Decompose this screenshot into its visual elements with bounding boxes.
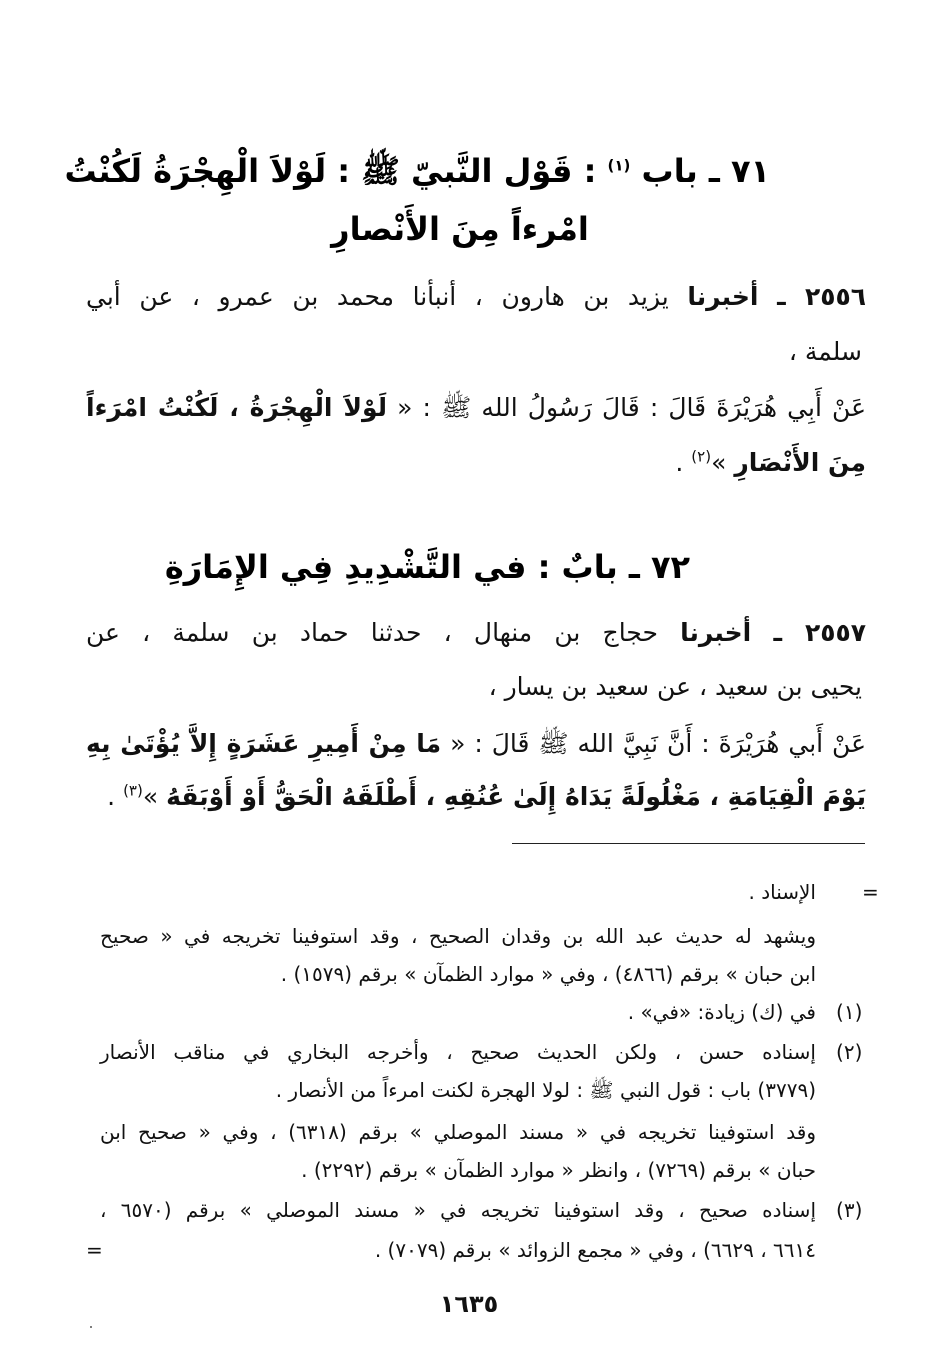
footnote-2-line1: إسناده حسن ، ولكن الحديث صحيح ، وأخرجه البخاري في مناقب الأنصار: [100, 1040, 816, 1064]
footnote-3-line1: إسناده صحيح ، وقد استوفينا تخريجه في « مسند الموصلي » برقم (٦٥٧٠ ،: [100, 1198, 816, 1222]
hadith-2556-period: .: [675, 448, 684, 477]
footnote-continuation-marker: =: [862, 880, 879, 904]
chapter-71-number: ٧١ ـ باب: [641, 152, 770, 190]
scan-speck: [90, 1326, 92, 1328]
hadith-2557-isnad-text: حجاج بن منهال ، حدثنا حماد بن سلمة ، عن: [86, 618, 658, 647]
hadith-2556-footnote-ref: (٢): [691, 447, 712, 466]
chapter-71-footnote-ref: (١): [607, 156, 631, 175]
footnote-1-line1: في (ك) زيادة: «في» .: [627, 1000, 816, 1024]
footnote-separator: [512, 843, 865, 844]
footnote-2-line3: وقد استوفينا تخريجه في « مسند الموصلي » برقم (٦٣١٨) ، وفي « صحيح ابن: [100, 1120, 816, 1144]
hadith-2556-number: ٢٥٥٦ ـ: [777, 282, 866, 311]
hadith-2556-isnad-line2: سلمة ،: [788, 337, 862, 366]
hadith-2556-matn-intro: عَنْ أَبِي هُرَيْرَةَ قَالَ : قَالَ رَسُولُ الله ﷺ : «: [397, 393, 866, 422]
footnote-2-marker: (٢): [836, 1040, 863, 1064]
hadith-2556-isnad-line1: [86, 282, 866, 311]
hadith-2556-isnad-text: يزيد بن هارون ، أنبأنا محمد بن عمرو ، عن أبي: [86, 282, 669, 311]
hadith-2557-isnad-line1: [86, 618, 866, 647]
hadith-2557-matn-intro: عَنْ أَبي هُرَيْرَةَ : أَنَّ نَبِيَّ الله ﷺ قَالَ : «: [450, 729, 867, 758]
hadith-2557-footnote-ref: (٣): [123, 781, 143, 800]
footnote-next-page-marker: =: [86, 1238, 103, 1262]
footnote-continuation-line2: ويشهد له حديث عبد الله بن وقدان الصحيح ، وقد استوفينا تخريجه في « صحيح: [100, 924, 816, 948]
chapter-72-heading: ٧٢ ـ بابٌ : في التَّشْدِيدِ فِي الإِمَارَةِ: [164, 548, 690, 586]
footnote-2-line4: حبان » برقم (٧٢٦٩) ، وانظر « موارد الظمآن » برقم (٢٢٩٢) .: [301, 1158, 816, 1182]
footnote-3-marker: (٣): [836, 1198, 863, 1222]
page-number: ١٦٣٥: [439, 1290, 499, 1318]
hadith-2557-quote-close: »: [142, 782, 159, 811]
hadith-2556-matn-line1: [86, 392, 866, 429]
footnote-2-line2: (٣٧٧٩) باب : قول النبي ﷺ : لولا الهجرة لكنت امرءاً من الأنصار .: [275, 1078, 816, 1102]
footnote-continuation-line1: الإسناد .: [748, 880, 816, 904]
hadith-2556-narration-verb: أخبرنا: [687, 282, 759, 311]
hadith-2557-matn-quote-part1: مَا مِنْ أَمِيرِ عَشَرَةٍ إِلاَّ يُؤْتَىٰ بِهِ: [86, 729, 442, 758]
hadith-2557-isnad-line2: يحيى بن سعيد ، عن سعيد بن يسار ،: [488, 672, 862, 701]
footnote-1-marker: (١): [836, 1000, 863, 1024]
chapter-71-heading-line1: [64, 152, 770, 198]
hadith-2557-matn-quote-part2: يَوْمَ الْقِيَامَةِ ، مَغْلُولَةً يَدَاهُ إِلَىٰ عُنُقِهِ ، أَطْلَقَهُ الْحَقُّ أَوْ أَوْبَقَهُ: [166, 782, 866, 811]
hadith-2557-period: .: [107, 782, 116, 811]
footnote-3-line2: ٦٦١٤ ، ٦٦٢٩) ، وفي « مجمع الزوائد » برقم (٧٠٧٩) .: [374, 1238, 816, 1262]
hadith-2557-matn-line1: [86, 728, 866, 765]
footnote-continuation-line3: ابن حبان » برقم (٤٨٦٦) ، وفي « موارد الظمآن » برقم (١٥٧٩) .: [280, 962, 816, 986]
hadith-2557-number: ٢٥٥٧ ـ: [773, 618, 866, 647]
hadith-2557-matn-line2: [86, 782, 866, 811]
hadith-2556-matn-line2: [86, 448, 866, 477]
hadith-2556-quote-close: »: [711, 448, 727, 477]
hadith-2557-narration-verb: أخبرنا: [680, 618, 752, 647]
chapter-71-heading-line2: امْرءاً مِنَ الأَنْصارِ: [331, 210, 589, 248]
hadith-2556-matn-quote-part2: مِنَ الأَنْصَارِ: [734, 448, 866, 477]
hadith-2556-matn-quote-part1: لَوْلاَ الْهِجْرَةُ ، لَكُنْتُ امْرَءاً: [86, 393, 388, 422]
chapter-71-title-part1: : قَوْل النَّبيّ ﷺ : لَوْلاَ الْهِجْرَةُ لَكُنْتُ: [64, 152, 597, 190]
